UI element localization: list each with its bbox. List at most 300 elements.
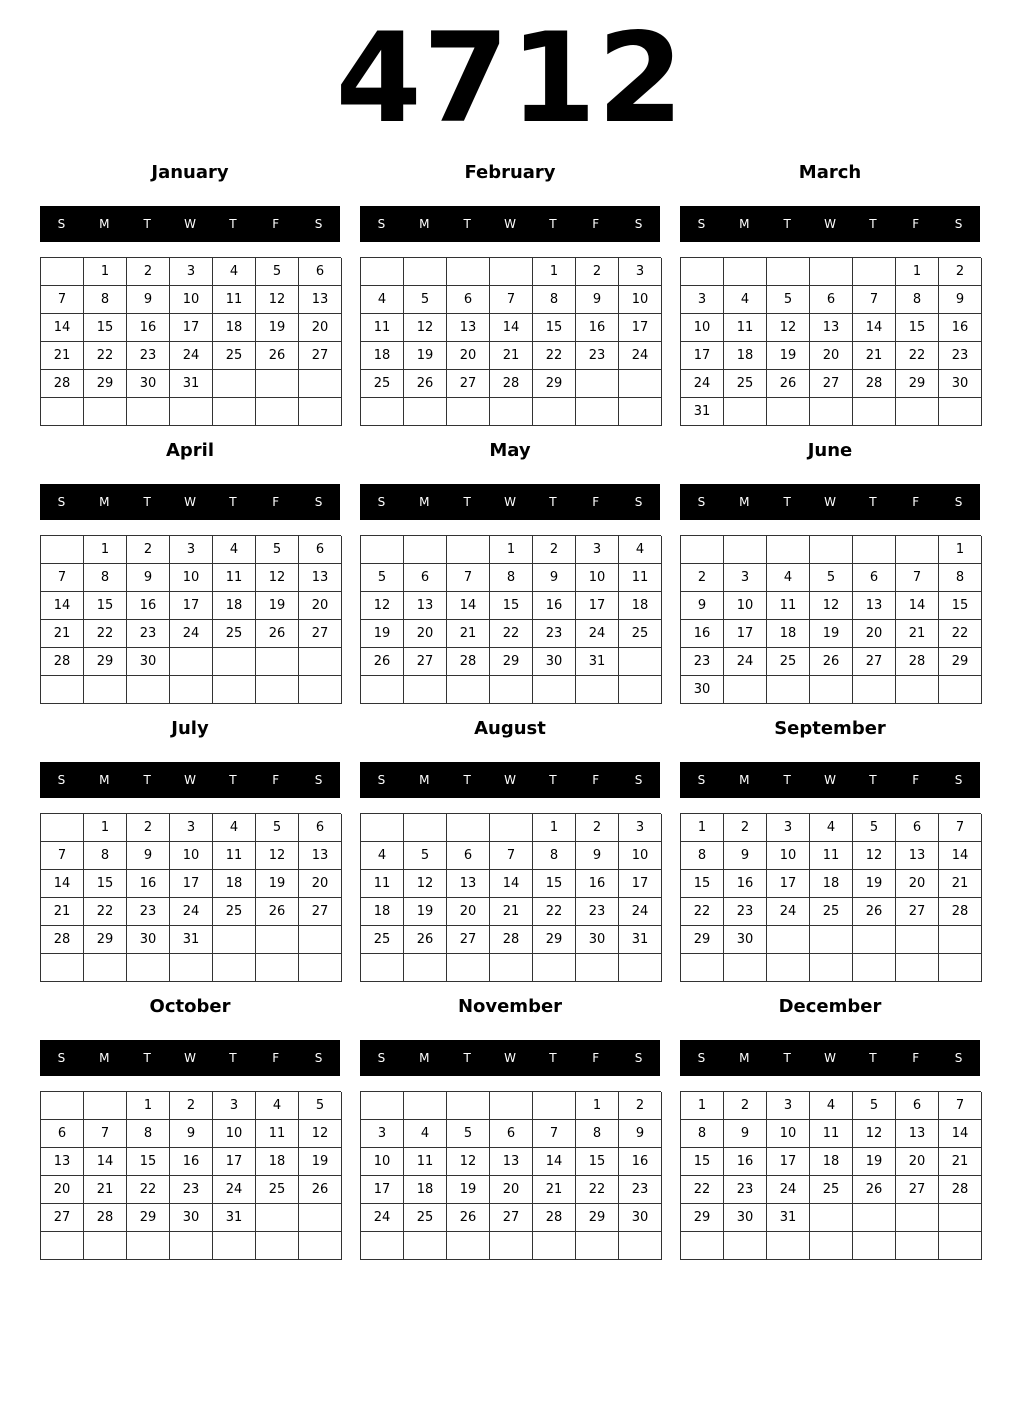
day-cell: 14 [533,1148,576,1176]
empty-day-cell [299,648,342,676]
empty-day-cell [361,814,404,842]
day-cell: 1 [84,258,127,286]
day-cell: 3 [170,258,213,286]
day-cell: 18 [767,620,810,648]
empty-day-cell [170,1232,213,1260]
day-cell: 2 [127,814,170,842]
weekday-label: S [634,1051,643,1065]
day-cell: 7 [84,1120,127,1148]
day-cell: 1 [84,814,127,842]
day-cell: 21 [533,1176,576,1204]
day-cell: 3 [213,1092,256,1120]
day-cell: 4 [619,536,662,564]
day-cell: 12 [853,842,896,870]
day-cell: 20 [896,870,939,898]
empty-day-cell [724,258,767,286]
day-cell: 16 [127,592,170,620]
day-cell: 28 [896,648,939,676]
empty-day-cell [256,1204,299,1232]
day-cell: 23 [576,342,619,370]
empty-day-cell [256,1232,299,1260]
day-cell: 4 [810,814,853,842]
day-cell: 12 [447,1148,490,1176]
day-cell: 15 [84,314,127,342]
day-cell: 21 [41,898,84,926]
empty-day-cell [681,536,724,564]
day-cell: 10 [681,314,724,342]
empty-day-cell [213,954,256,982]
weekday-label: T [549,773,557,787]
day-cell: 26 [447,1204,490,1232]
day-cell: 3 [619,814,662,842]
empty-day-cell [490,398,533,426]
day-cell: 24 [170,898,213,926]
empty-day-cell [810,258,853,286]
day-cell: 26 [853,1176,896,1204]
empty-day-cell [213,370,256,398]
day-cell: 3 [724,564,767,592]
empty-day-cell [533,676,576,704]
day-cell: 24 [619,898,662,926]
day-cell: 30 [127,648,170,676]
day-cell: 29 [127,1204,170,1232]
day-cell: 8 [896,286,939,314]
day-cell: 7 [939,814,982,842]
day-cell: 18 [810,1148,853,1176]
day-cell: 21 [447,620,490,648]
day-cell: 28 [939,1176,982,1204]
day-cell: 13 [41,1148,84,1176]
day-cell: 28 [41,648,84,676]
day-cell: 3 [576,536,619,564]
day-cell: 19 [853,1148,896,1176]
weekday-label: T [549,495,557,509]
empty-day-cell [299,1232,342,1260]
day-cell: 8 [533,842,576,870]
day-cell: 1 [681,1092,724,1120]
weekday-label: S [314,773,323,787]
day-cell: 27 [447,926,490,954]
weekday-label: S [314,495,323,509]
empty-day-cell [767,926,810,954]
day-cell: 24 [213,1176,256,1204]
day-cell: 1 [127,1092,170,1120]
day-cell: 5 [404,286,447,314]
weekday-label: T [783,773,791,787]
empty-day-cell [533,1232,576,1260]
day-cell: 16 [619,1148,662,1176]
day-cell: 9 [724,1120,767,1148]
empty-day-cell [767,676,810,704]
empty-day-cell [213,648,256,676]
empty-day-cell [896,676,939,704]
month-name: March [798,162,862,183]
day-cell: 29 [84,926,127,954]
day-cell: 31 [170,370,213,398]
day-cell: 26 [767,370,810,398]
day-cell: 13 [896,842,939,870]
weekday-label: S [377,1051,386,1065]
day-cell: 15 [681,1148,724,1176]
day-cell: 12 [256,564,299,592]
day-cell: 9 [170,1120,213,1148]
day-cell: 24 [767,898,810,926]
day-cell: 10 [767,842,810,870]
empty-day-cell [853,1232,896,1260]
weekday-label: S [697,1051,706,1065]
weekday-label: W [824,217,836,231]
empty-day-cell [404,536,447,564]
weekday-label: W [504,217,516,231]
day-cell: 1 [533,258,576,286]
weekday-label: T [869,773,877,787]
day-cell: 11 [810,842,853,870]
day-cell: 10 [170,286,213,314]
weekday-label: M [419,217,430,231]
empty-day-cell [299,926,342,954]
day-cell: 24 [681,370,724,398]
day-cell: 4 [361,842,404,870]
empty-day-cell [404,954,447,982]
day-grid [360,535,661,704]
day-cell: 23 [576,898,619,926]
day-cell: 12 [256,842,299,870]
weekday-label: T [783,1051,791,1065]
weekday-label: F [912,773,920,787]
day-cell: 16 [576,870,619,898]
month-name: July [171,718,209,739]
day-grid [40,257,341,426]
day-cell: 7 [490,842,533,870]
empty-day-cell [213,926,256,954]
day-cell: 14 [41,870,84,898]
day-cell: 2 [127,258,170,286]
empty-day-cell [853,1204,896,1232]
day-cell: 15 [490,592,533,620]
weekday-label: M [419,1051,430,1065]
day-cell: 25 [810,1176,853,1204]
empty-day-cell [681,258,724,286]
day-cell: 1 [576,1092,619,1120]
day-cell: 18 [213,870,256,898]
day-cell: 5 [404,842,447,870]
day-cell: 11 [361,314,404,342]
day-cell: 28 [41,926,84,954]
empty-day-cell [447,954,490,982]
weekday-label: F [912,495,920,509]
empty-day-cell [299,676,342,704]
weekday-label: S [377,217,386,231]
empty-day-cell [41,676,84,704]
day-cell: 9 [681,592,724,620]
day-cell: 22 [896,342,939,370]
day-cell: 24 [170,342,213,370]
day-cell: 2 [681,564,724,592]
day-cell: 13 [299,564,342,592]
empty-day-cell [896,926,939,954]
day-cell: 11 [256,1120,299,1148]
day-cell: 18 [213,592,256,620]
empty-day-cell [896,954,939,982]
empty-day-cell [939,398,982,426]
day-cell: 25 [361,370,404,398]
weekday-label: T [783,217,791,231]
empty-day-cell [127,676,170,704]
empty-day-cell [853,954,896,982]
day-cell: 15 [84,592,127,620]
day-cell: 8 [681,842,724,870]
day-cell: 12 [404,314,447,342]
empty-day-cell [724,954,767,982]
weekday-label: T [869,495,877,509]
day-cell: 6 [41,1120,84,1148]
day-cell: 16 [681,620,724,648]
day-cell: 18 [213,314,256,342]
day-cell: 3 [767,1092,810,1120]
weekday-label: W [504,495,516,509]
weekday-label: S [377,773,386,787]
empty-day-cell [84,1092,127,1120]
empty-day-cell [299,954,342,982]
day-cell: 17 [767,1148,810,1176]
weekday-label: M [99,217,110,231]
day-cell: 29 [84,648,127,676]
empty-day-cell [447,1232,490,1260]
day-cell: 27 [299,342,342,370]
day-cell: 11 [213,286,256,314]
empty-day-cell [404,814,447,842]
day-cell: 13 [404,592,447,620]
day-cell: 13 [896,1120,939,1148]
day-cell: 4 [361,286,404,314]
empty-day-cell [404,1232,447,1260]
day-cell: 19 [767,342,810,370]
weekday-header [40,206,340,242]
day-cell: 16 [724,870,767,898]
day-cell: 4 [767,564,810,592]
day-cell: 20 [41,1176,84,1204]
day-cell: 17 [213,1148,256,1176]
day-cell: 20 [299,592,342,620]
day-cell: 27 [810,370,853,398]
day-cell: 3 [619,258,662,286]
empty-day-cell [41,1092,84,1120]
empty-day-cell [896,1232,939,1260]
day-cell: 22 [84,342,127,370]
day-cell: 29 [681,1204,724,1232]
day-cell: 8 [490,564,533,592]
day-cell: 5 [853,814,896,842]
weekday-header [680,762,980,798]
day-cell: 2 [939,258,982,286]
empty-day-cell [447,814,490,842]
day-cell: 22 [939,620,982,648]
day-cell: 24 [361,1204,404,1232]
weekday-label: S [314,217,323,231]
day-cell: 4 [256,1092,299,1120]
day-cell: 11 [361,870,404,898]
year-title: 4712 [335,7,685,151]
day-cell: 27 [299,620,342,648]
empty-day-cell [41,258,84,286]
empty-day-cell [361,536,404,564]
day-cell: 14 [41,314,84,342]
weekday-label: S [634,495,643,509]
day-cell: 7 [490,286,533,314]
day-cell: 7 [896,564,939,592]
weekday-label: S [954,495,963,509]
day-cell: 19 [299,1148,342,1176]
month-name: April [165,440,215,461]
empty-day-cell [681,954,724,982]
day-cell: 4 [213,258,256,286]
day-cell: 12 [853,1120,896,1148]
empty-day-cell [41,398,84,426]
day-cell: 9 [127,286,170,314]
empty-day-cell [170,398,213,426]
day-cell: 16 [127,870,170,898]
day-cell: 17 [361,1176,404,1204]
day-cell: 28 [41,370,84,398]
day-cell: 22 [576,1176,619,1204]
day-cell: 31 [576,648,619,676]
day-cell: 6 [447,842,490,870]
day-cell: 5 [299,1092,342,1120]
weekday-label: T [463,1051,471,1065]
day-cell: 18 [810,870,853,898]
empty-day-cell [810,1232,853,1260]
weekday-header [680,484,980,520]
day-cell: 29 [681,926,724,954]
day-cell: 20 [299,314,342,342]
weekday-header [40,1040,340,1076]
weekday-label: S [634,217,643,231]
weekday-label: S [314,1051,323,1065]
weekday-label: S [634,773,643,787]
day-cell: 20 [404,620,447,648]
day-cell: 3 [170,814,213,842]
weekday-label: S [954,773,963,787]
day-cell: 1 [939,536,982,564]
weekday-label: S [697,773,706,787]
day-cell: 17 [170,314,213,342]
empty-day-cell [256,398,299,426]
day-cell: 19 [404,342,447,370]
day-cell: 25 [767,648,810,676]
day-cell: 11 [767,592,810,620]
day-cell: 6 [447,286,490,314]
empty-day-cell [213,1232,256,1260]
day-cell: 6 [810,286,853,314]
empty-day-cell [41,536,84,564]
weekday-label: T [869,1051,877,1065]
weekday-label: W [824,495,836,509]
empty-day-cell [939,954,982,982]
day-cell: 19 [810,620,853,648]
empty-day-cell [84,398,127,426]
day-cell: 31 [170,926,213,954]
day-cell: 3 [767,814,810,842]
weekday-label: F [592,773,600,787]
day-cell: 23 [127,620,170,648]
empty-day-cell [490,814,533,842]
day-cell: 27 [404,648,447,676]
day-cell: 4 [213,536,256,564]
day-cell: 15 [84,870,127,898]
month-name: May [489,440,531,461]
day-cell: 18 [404,1176,447,1204]
weekday-label: T [143,773,151,787]
empty-day-cell [404,258,447,286]
empty-day-cell [576,954,619,982]
day-cell: 6 [490,1120,533,1148]
day-cell: 15 [939,592,982,620]
day-cell: 14 [447,592,490,620]
day-cell: 31 [213,1204,256,1232]
empty-day-cell [619,398,662,426]
empty-day-cell [41,1232,84,1260]
day-cell: 30 [170,1204,213,1232]
empty-day-cell [361,1232,404,1260]
day-cell: 15 [681,870,724,898]
day-cell: 13 [447,314,490,342]
weekday-label: W [184,217,196,231]
weekday-header [40,762,340,798]
empty-day-cell [939,676,982,704]
empty-day-cell [810,1204,853,1232]
day-cell: 5 [256,536,299,564]
day-cell: 25 [256,1176,299,1204]
day-cell: 29 [939,648,982,676]
month-name: October [149,996,231,1017]
weekday-label: M [739,495,750,509]
day-cell: 27 [896,898,939,926]
empty-day-cell [533,1092,576,1120]
day-cell: 5 [767,286,810,314]
day-cell: 18 [361,342,404,370]
empty-day-cell [533,398,576,426]
empty-day-cell [170,648,213,676]
empty-day-cell [767,258,810,286]
day-grid [40,813,341,982]
weekday-label: M [739,1051,750,1065]
weekday-label: F [272,773,280,787]
day-cell: 17 [619,870,662,898]
empty-day-cell [576,370,619,398]
weekday-label: T [229,217,237,231]
day-cell: 26 [404,370,447,398]
empty-day-cell [404,1092,447,1120]
day-cell: 8 [84,564,127,592]
day-cell: 11 [724,314,767,342]
day-cell: 7 [939,1092,982,1120]
day-cell: 9 [127,842,170,870]
empty-day-cell [84,676,127,704]
empty-day-cell [127,398,170,426]
day-cell: 20 [810,342,853,370]
weekday-label: F [272,1051,280,1065]
empty-day-cell [576,1232,619,1260]
empty-day-cell [767,536,810,564]
weekday-label: S [57,495,66,509]
empty-day-cell [299,398,342,426]
day-cell: 16 [724,1148,767,1176]
day-cell: 11 [213,842,256,870]
day-cell: 23 [533,620,576,648]
day-cell: 10 [170,842,213,870]
empty-day-cell [41,954,84,982]
day-cell: 2 [724,1092,767,1120]
